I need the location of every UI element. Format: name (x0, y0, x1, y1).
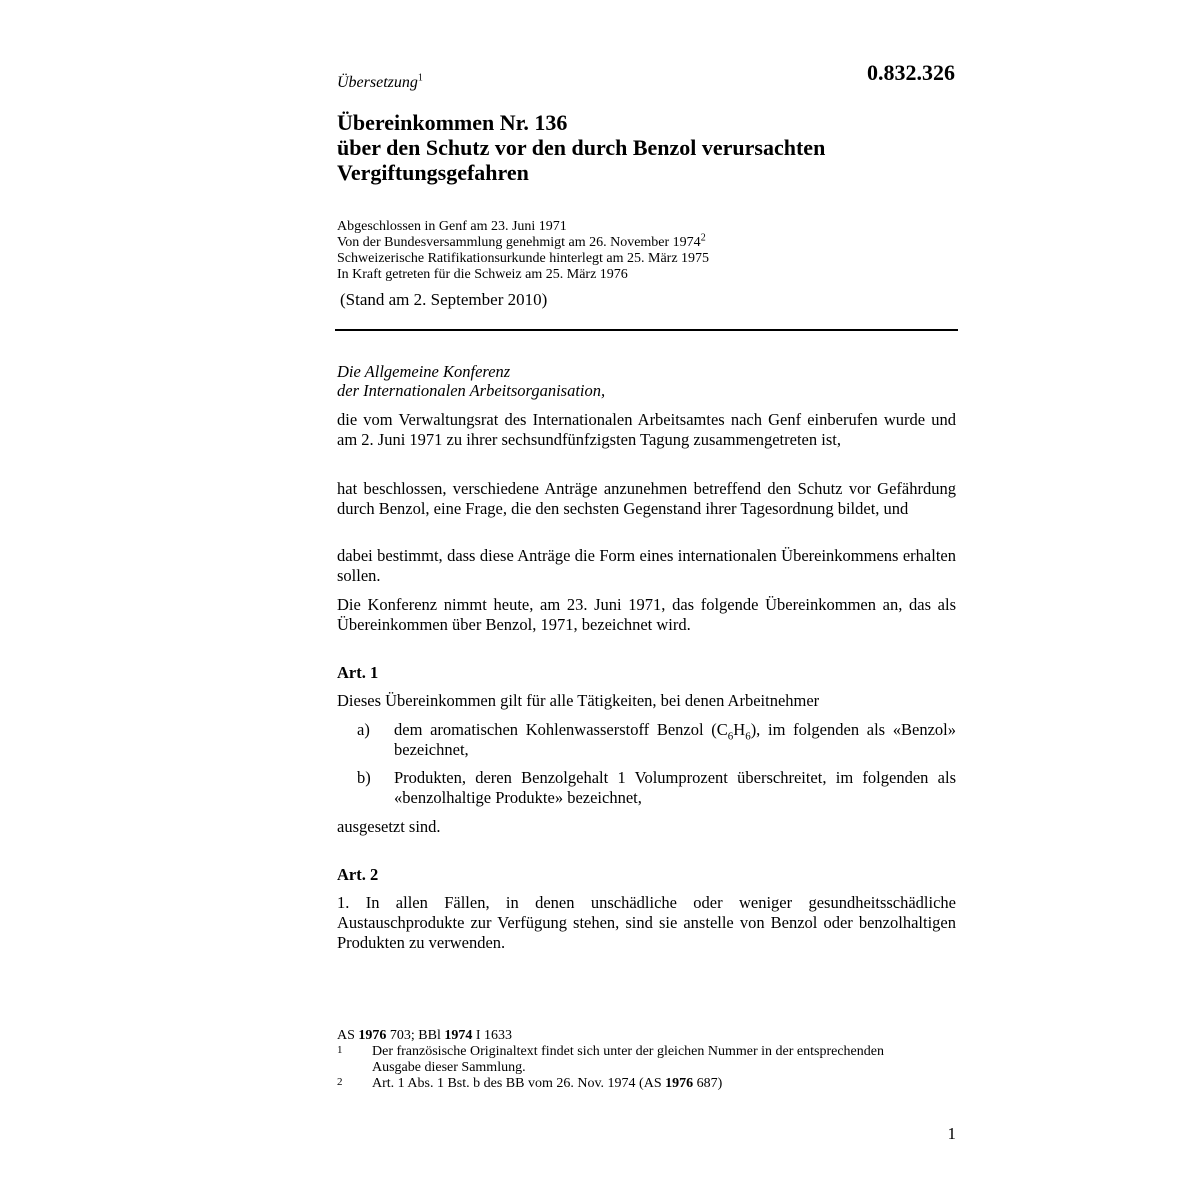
source-as-year: 1976 (358, 1028, 387, 1043)
preamble-heading-line-1: Die Allgemeine Konferenz (337, 362, 511, 381)
item-b-letter: b) (357, 768, 371, 787)
footnote-2-text (372, 1076, 722, 1091)
item-a-letter: a) (357, 720, 370, 739)
title-line-2: über den Schutz vor den durch Benzol verursachten (337, 135, 826, 160)
page-number: 1 (947, 1124, 956, 1143)
meta-concluded: Abgeschlossen in Genf am 23. Juni 1971 (337, 219, 567, 234)
source-bbl-year: 1974 (444, 1028, 473, 1043)
translation-label (337, 73, 956, 93)
document-metadata (337, 219, 956, 283)
item-a-text-part-2: H (733, 720, 746, 739)
footnote-ref-2[interactable]: 2 (700, 232, 706, 244)
preamble-paragraph-3: dabei bestimmt, dass diese Anträge die Form eines internationalen Übereinkommens erhalten sollen. (337, 546, 956, 585)
footnote-2-text-part-1: Art. 1 Abs. 1 Bst. b des BB vom 26. Nov. 1974 (AS (372, 1076, 666, 1091)
footnotes (337, 1028, 897, 1092)
article-2-paragraph-1: 1. In allen Fällen, in denen unschädliche oder weniger gesundheitsschädliche Austauschprodukte zur Verfügung stehen, sind sie anstelle von Benzol oder benzolhaltigen Produkten zu verwenden. (337, 893, 956, 952)
item-a-text-part-1: dem aromatischen Kohlenwasserstoff Benzol (C (394, 720, 728, 739)
title-line-3: Vergiftungsgefahren (337, 160, 529, 185)
item-a-text (394, 720, 956, 760)
preamble-paragraph-2: hat beschlossen, verschiedene Anträge anzunehmen betreffend den Schutz vor Gefährdung durch Benzol, eine Frage, die den sechsten Gegenstand ihrer Tagesordnung bildet, und (337, 479, 956, 518)
article-1-intro: Dieses Übereinkommen gilt für alle Tätigkeiten, bei denen Arbeitnehmer (337, 691, 820, 710)
article-1-heading: Art. 1 (337, 663, 379, 682)
article-1-closing: ausgesetzt sind. (337, 817, 441, 836)
preamble-paragraph-4: Die Konferenz nimmt heute, am 23. Juni 1971, das folgende Übereinkommen an, das als Übereinkommen über Benzol, 1971, bezeichnet wird. (337, 595, 956, 634)
item-b-text: Produkten, deren Benzolgehalt 1 Volumprozent überschreitet, im folgenden als «benzolhaltige Produkte» bezeichnet, (394, 768, 956, 807)
source-as-page: 703; BBl (386, 1028, 445, 1043)
footnote-1-number: 1 (337, 1044, 343, 1056)
translation-label-text: Übersetzung (337, 74, 418, 91)
footnote-ref-1[interactable]: 1 (417, 72, 423, 84)
source-as-prefix: AS (337, 1028, 359, 1043)
item-a-subscript-2: 6 (745, 730, 751, 743)
footnote-2-number: 2 (337, 1076, 343, 1088)
status-date: (Stand am 2. September 2010) (340, 290, 548, 309)
footnote-2-year: 1976 (665, 1076, 694, 1091)
header-divider (335, 329, 958, 331)
footnote-2 (337, 1076, 897, 1092)
source-bbl-page: I 1633 (472, 1028, 513, 1043)
footnote-2-text-part-2: 687) (693, 1076, 723, 1091)
meta-in-force: In Kraft getreten für die Schweiz am 25. März 1976 (337, 267, 628, 282)
item-a-text-part-3: ), im folgenden als «Benzol» bezeichnet, (394, 720, 956, 759)
document-title (337, 110, 956, 185)
footnote-1-text: Der französische Originaltext findet sich unter der gleichen Nummer in der entsprechenden Ausgabe dieser Sammlung. (372, 1044, 884, 1075)
preamble-heading-line-2: der Internationalen Arbeitsorganisation, (337, 381, 606, 400)
footnote-source (337, 1028, 897, 1044)
article-2-heading: Art. 2 (337, 865, 379, 884)
item-a-subscript-1: 6 (727, 730, 734, 743)
meta-ratification: Schweizerische Ratifikationsurkunde hinterlegt am 25. März 1975 (337, 251, 710, 266)
article-1-item-a (357, 720, 956, 760)
preamble-paragraph-1: die vom Verwaltungsrat des Internationalen Arbeitsamtes nach Genf einberufen wurde und am 2. Juni 1971 zu ihrer sechsundfünfzigsten Tagung zusammengetreten ist, (337, 410, 956, 449)
footnote-1 (337, 1044, 897, 1076)
preamble-heading (337, 362, 956, 400)
article-1-item-b (357, 768, 956, 808)
sr-number: 0.832.326 (867, 60, 955, 85)
title-line-1: Übereinkommen Nr. 136 (337, 110, 568, 135)
meta-approved-text: Von der Bundesversammlung genehmigt am 26. November 1974 (337, 235, 701, 250)
meta-approved (337, 232, 956, 251)
